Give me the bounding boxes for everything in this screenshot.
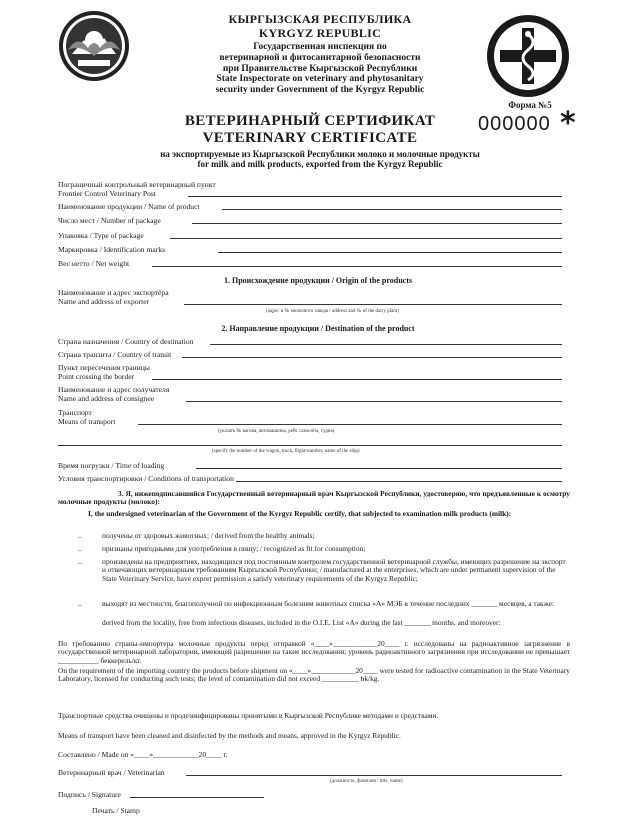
country-en: KYRGYZ REPUBLIC (258, 26, 382, 40)
title-ru: ВЕТЕРИНАРНЫЙ СЕРТИФИКАТ (184, 113, 436, 129)
consignee-label-ru: Наименование и адрес получателя (58, 385, 170, 394)
agency-ru-line: ветеринарной и фитосанитарной безопасности (219, 53, 421, 63)
star-mark: * (560, 106, 576, 141)
conditions-label: Условия транспортировки / Conditions of transportation (58, 474, 234, 483)
agency-en (140, 74, 500, 96)
consignee-label-en: Name and address of consignee (58, 394, 155, 403)
transit-field[interactable] (182, 357, 562, 358)
bullet-dash: – (78, 600, 82, 609)
veterinarian-hint: (должность, фамилия / title, name) (330, 779, 403, 784)
loading-label: Время погрузки / Time of loading (58, 461, 165, 470)
product-label: Наименование продукции / Name of product (58, 202, 200, 211)
signature-field[interactable] (130, 797, 264, 798)
border-label-en: Point crossing the border (58, 372, 135, 381)
bullet-dash: – (78, 532, 82, 541)
border-field[interactable] (152, 379, 562, 380)
post-label-en: Frontier Control Veterinary Post (58, 189, 156, 198)
section1-title: 1. Происхождение продукции / Origin of the products (223, 276, 412, 285)
post-label-ru: Пограничный контрольный ветеринарный пункт (58, 180, 216, 189)
transport-hint-ru: (указать № вагона, автомашины, рейс самолёта, судна) (218, 429, 335, 434)
section2-title: 2. Направление продукции / Destination of the product (221, 324, 415, 333)
section3-intro-ru: 3. Я, нижеподписавшийся Государственный ветеринарный врач Кыргызской Республики, удостоверяю, что предъявленные к осмотру молочные продукты (молоко): (58, 489, 570, 507)
signature-label: Подпись / Signature (58, 790, 121, 799)
agency-en-line: State Inspectorate on veterinary and phytosanitary (216, 74, 424, 84)
exporter-label-en: Name and address of exporter (58, 297, 150, 306)
loading-field[interactable] (196, 468, 562, 469)
weight-field[interactable] (152, 266, 562, 267)
marks-field[interactable] (218, 252, 562, 253)
condition-item-3: произведены на предприятиях, находящихся под постоянным контролем государственной ветеринарной службы, имеющих разрешение на экспорт и отвечающих ветеринарным требованиям Кыргызской Республики; / manufactured at the enterprises, which are under permanent supervision of the State Veterinary Service, have export permission a satisfy veterinary requirements of the Kyrgyz Republic; (102, 557, 566, 583)
packages-field[interactable] (192, 223, 562, 224)
agency-ru (140, 42, 500, 75)
stamp-label: Печать / Stamp (92, 806, 140, 815)
transport-label-en: Means of transport (58, 417, 116, 426)
serial-number: 000000 (478, 113, 551, 135)
destination-label: Страна назначения / Country of destination (58, 337, 194, 346)
pack-type-field[interactable] (170, 238, 562, 239)
transport-field-extra[interactable] (58, 445, 562, 446)
exporter-label-ru: Наименование и адрес экспортёра (58, 288, 169, 297)
radiation-ru: По требованию страны-импортера молочные продукты перед отправкой «____»____________20____ г. исследованы на радиоактивное загрязнение в государственной ветеринарной лаборатории, имеющей разрешение на такие исследования; уровень радиоактивного загрязнения при исследовании не превышает ___________ беккерель/кг. (58, 639, 570, 665)
condition-item-4-ru: выходят из местности, благополучной по инфекционным болезням животных списка «А» МЭБ в течение последних _______ месяцев, а также: (102, 599, 554, 608)
weight-label: Вес нетто / Net weight (58, 259, 130, 268)
product-field[interactable] (222, 209, 562, 210)
disinfection-ru: Транспортные средства очищены и продезинфицированы принятыми в Кыргызской Республике методами и средствами. (58, 711, 439, 720)
form-number: Форма №5 (508, 100, 552, 110)
country-ru: КЫРГЫЗСКАЯ РЕСПУБЛИКА (228, 12, 412, 26)
consignee-field[interactable] (186, 401, 562, 402)
marks-label: Маркировка / Identification marks (58, 245, 166, 254)
veterinarian-label: Ветеринарный врач / Veterinarian (58, 768, 165, 777)
exporter-hint: (адрес и № молочного завода / address and № of the dairy plant) (266, 309, 399, 314)
condition-item-2: признаны пригодными для употребления в пищу; / recognized as fit for consumption; (102, 544, 366, 553)
made-on-label: Составлено / Made on «____»____________20____ г. (58, 750, 228, 759)
bullet-dash: – (78, 545, 82, 554)
veterinary-emblem-icon (486, 14, 570, 98)
section3-intro-en: I, the undersigned veterinarian of the Government of the Kyrgyz Republic certify, that subjected to examination milk products (milk): (88, 509, 512, 518)
agency-ru-line: при Правительстве Кыргызской Республики (222, 64, 418, 74)
disinfection-en: Means of transport have been cleaned and disinfected by the methods and means, approved in the Kyrgyz Republic. (58, 731, 401, 740)
subtitle-en: for milk and milk products, exported from the Kyrgyz Republic (197, 159, 443, 169)
veterinarian-field[interactable] (186, 775, 562, 776)
subtitle-ru: на экспортируемые из Кыргызской Республики молоко и молочные продукты (160, 149, 480, 159)
pack-type-label: Упаковка / Type of package (58, 231, 144, 240)
transport-hint-en: (specify the number of the wagon, truck, flight-number, name of the ship) (212, 449, 360, 454)
agency-ru-line: Государственная инспекция по (253, 42, 387, 52)
title-en: VETERINARY CERTIFICATE (202, 130, 418, 146)
transport-field[interactable] (138, 424, 562, 425)
exporter-field[interactable] (184, 304, 562, 305)
bullet-dash: – (78, 558, 82, 567)
border-label-ru: Пункт пересечения границы (58, 363, 150, 372)
post-field[interactable] (188, 196, 562, 197)
conditions-field[interactable] (236, 481, 562, 482)
kyrgyz-emblem-icon (58, 10, 130, 82)
destination-field[interactable] (210, 344, 562, 345)
condition-item-4-en: derived from the locality, free from infectious diseases, included in the O.I.E. List «A» during the last _______ months, and moreover: (102, 618, 501, 627)
radiation-en: On the requirement of the importing country the products before shipment on «____»____________20____ were tested for radioactive contamination in the State Veterinary Laboratory, licensed for conducting such tests; the level of contamination did not exceed __________ bk/kg. (58, 666, 570, 684)
transport-label-ru: Транспорт (58, 408, 92, 417)
transit-label: Страна транзита / Country of transit (58, 350, 172, 359)
condition-item-1: получены от здоровых животных; / derived from the healthy animals; (102, 531, 315, 540)
agency-en-line: security under Government of the Kyrgyz Republic (215, 85, 425, 95)
packages-label: Число мест / Number of package (58, 216, 161, 225)
